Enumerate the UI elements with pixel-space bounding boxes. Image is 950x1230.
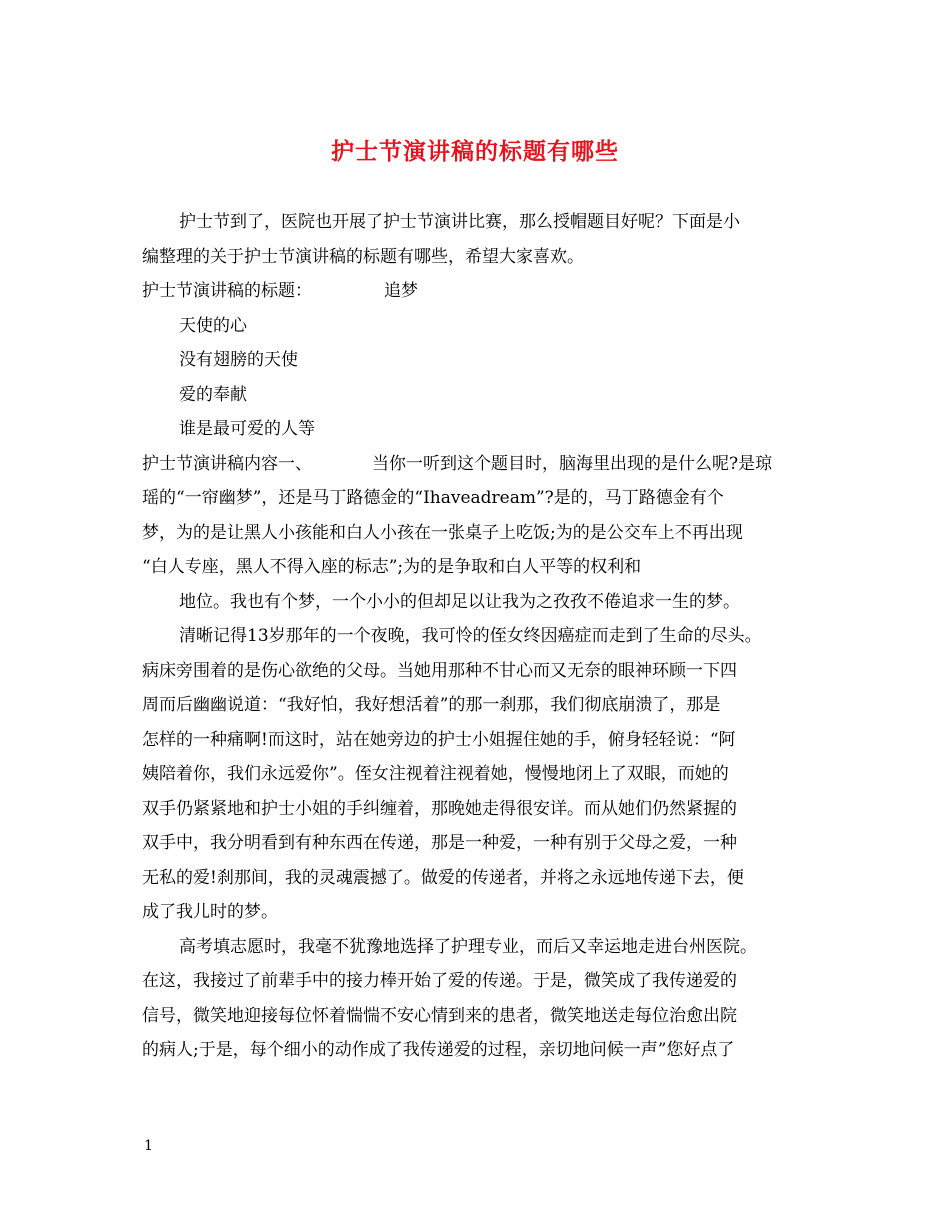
paragraph-line: 高考填志愿时，我毫不犹豫地选择了护理专业，而后又幸运地走进台州医院。 <box>179 936 757 957</box>
title-item: 爱的奉献 <box>179 384 247 405</box>
document-title: 护士节演讲稿的标题有哪些 <box>331 139 619 165</box>
paragraph-line: 在这，我接过了前辈手中的接力棒开始了爱的传递。于是，微笑成了我传递爱的 <box>142 971 737 991</box>
paragraph-line: 地位。我也有个梦，一个小小的但却足以让我为之孜孜不倦追求一生的梦。 <box>179 591 740 612</box>
page-number: 1 <box>144 1138 153 1154</box>
paragraph-line: 清晰记得13岁那年的一个夜晚，我可怜的侄女终因癌症而走到了生命的尽头。 <box>179 626 762 646</box>
title-item: 没有翅膀的天使 <box>179 350 298 370</box>
title-item: 天使的心 <box>179 315 247 336</box>
paragraph-line: 信号，微笑地迎接每位怀着惴惴不安心情到来的患者，微笑地送走每位治愈出院 <box>142 1005 737 1026</box>
title-item: 谁是最可爱的人等 <box>179 419 315 439</box>
section-heading-line <box>142 274 807 309</box>
paragraph-line: 双手仍紧紧地和护士小姐的手纠缠着，那晚她走得很安详。而从她们仍然紧握的 <box>142 798 737 819</box>
paragraph-line: 怎样的一种痛啊!而这时，站在她旁边的护士小姐握住她的手，俯身轻轻说：“阿 <box>142 729 736 750</box>
section-heading-line <box>142 447 807 482</box>
section-heading: 护士节演讲稿的标题： <box>142 281 312 301</box>
paragraph-line: 成了我儿时的梦。 <box>142 902 278 922</box>
paragraph-line: 姨陪着你，我们永远爱你”。侄女注视着注视着她，慢慢地闭上了双眼，而她的 <box>142 764 729 784</box>
title-item: 追梦 <box>384 281 418 301</box>
paragraph-line: 瑶的“一帘幽梦”，还是马丁路德金的“Ihaveadream”?是的，马丁路德金有个 <box>142 488 724 508</box>
paragraph-line: 的病人;于是，每个细小的动作成了我传递爱的过程，亲切地问候一声”您好点了 <box>142 1040 735 1060</box>
paragraph-line: 无私的爱!刹那间，我的灵魂震撼了。做爱的传递者，并将之永远地传递下去，便 <box>142 867 744 888</box>
paragraph-text: 当你一听到这个题目时，脑海里出现的是什么呢?是琼 <box>372 453 773 474</box>
paragraph-line: 周而后幽幽说道：“我好怕，我好想活着”的那一刹那，我们彻底崩溃了，那是 <box>142 695 721 715</box>
document-body <box>142 205 807 1068</box>
section-heading: 护士节演讲稿内容一、 <box>142 453 312 474</box>
paragraph-line: 病床旁围着的是伤心欲绝的父母。当她用那种不甘心而又无奈的眼神环顾一下四 <box>142 660 737 681</box>
paragraph-line: 编整理的关于护士节演讲稿的标题有哪些，希望大家喜欢。 <box>142 246 584 267</box>
paragraph-line: 护士节到了，医院也开展了护士节演讲比赛，那么授帽题目好呢？下面是小 <box>179 212 740 232</box>
paragraph-line: 双手中，我分明看到有种东西在传递，那是一种爱，一种有别于父母之爱，一种 <box>142 833 737 853</box>
paragraph-line: “白人专座，黑人不得入座的标志”;为的是争取和白人平等的权利和 <box>142 557 642 577</box>
paragraph-line: 梦，为的是让黑人小孩能和白人小孩在一张桌子上吃饭;为的是公交车上不再出现 <box>142 522 743 543</box>
